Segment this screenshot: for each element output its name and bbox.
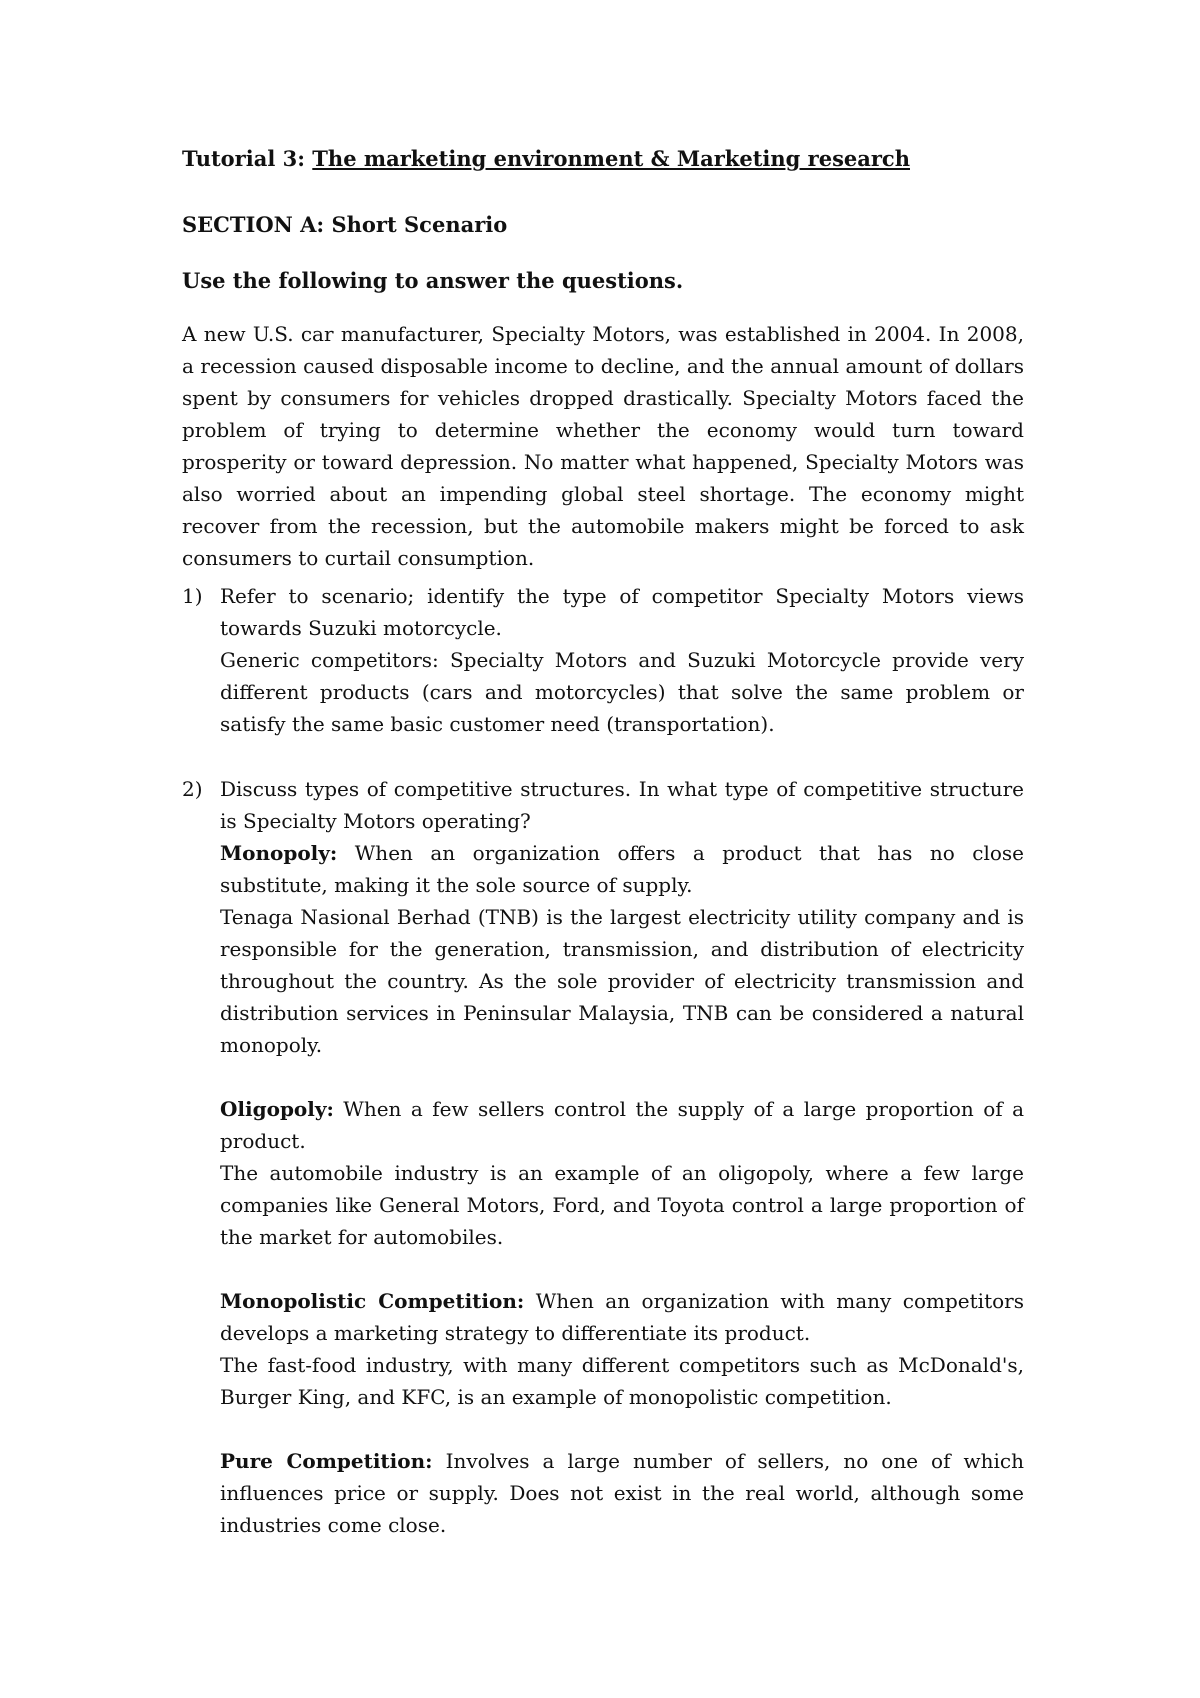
question-1-answer: Generic competitors: Specialty Motors and Suzuki Motorcycle provide very different products (cars and motorcycles) that solve the same problem or satisfy the same basic customer need (transportation). bbox=[220, 648, 1024, 736]
structure-example: The automobile industry is an example of an oligopoly, where a few large companies like General Motors, Ford, and Toyota control a large proportion of the market for automobiles. bbox=[220, 1161, 1024, 1249]
instruction-text: Use the following to answer the questions. bbox=[182, 268, 684, 293]
structure-monopoly bbox=[220, 837, 1024, 901]
question-2-text: Discuss types of competitive structures. In what type of competitive structure is Specialty Motors operating? bbox=[220, 777, 1024, 833]
question-1-text: Refer to scenario; identify the type of competitor Specialty Motors views towards Suzuki motorcycle. bbox=[220, 584, 1024, 640]
title-topic: The marketing environment & Marketing research bbox=[312, 146, 910, 171]
structure-oligopoly bbox=[220, 1093, 1024, 1157]
tutorial-title bbox=[182, 146, 910, 171]
structure-term: Monopoly: bbox=[220, 841, 338, 865]
structure-term: Monopolistic Competition: bbox=[220, 1289, 525, 1313]
structure-monopolistic-competition bbox=[220, 1285, 1024, 1349]
question-number-1: 1) bbox=[182, 584, 203, 608]
structure-definition: Involves a large number of sellers, no one of which influences price or supply. Does not exist in the real world, although some industries come close. bbox=[220, 1449, 1024, 1537]
question-number-2: 2) bbox=[182, 777, 203, 801]
structure-definition: When a few sellers control the supply of a large proportion of a product. bbox=[220, 1097, 1024, 1153]
structure-definition: When an organization offers a product that has no close substitute, making it the sole source of supply. bbox=[220, 841, 1024, 897]
scenario-paragraph: A new U.S. car manufacturer, Specialty Motors, was established in 2004. In 2008, a recession caused disposable income to decline, and the annual amount of dollars spent by consumers for vehicles dropped drastically. Specialty Motors faced the problem of trying to determine whether the economy would turn toward prosperity or toward depression. No matter what happened, Specialty Motors was also worried about an impending global steel shortage. The economy might recover from the recession, but the automobile makers might be forced to ask consumers to curtail consumption. bbox=[182, 322, 1024, 570]
question-2 bbox=[220, 773, 1024, 1541]
question-1 bbox=[220, 580, 1024, 740]
structure-pure-competition bbox=[220, 1445, 1024, 1541]
structure-example: Tenaga Nasional Berhad (TNB) is the largest electricity utility company and is responsible for the generation, transmission, and distribution of electricity throughout the country. As the sole provider of electricity transmission and distribution services in Peninsular Malaysia, TNB can be considered a natural monopoly. bbox=[220, 905, 1024, 1057]
structure-term: Oligopoly: bbox=[220, 1097, 334, 1121]
structure-term: Pure Competition: bbox=[220, 1449, 433, 1473]
structure-definition: When an organization with many competitors develops a marketing strategy to differentiate its product. bbox=[220, 1289, 1024, 1345]
section-heading: SECTION A: Short Scenario bbox=[182, 212, 508, 237]
title-prefix: Tutorial 3: bbox=[182, 146, 313, 171]
structure-example: The fast-food industry, with many different competitors such as McDonald's, Burger King, and KFC, is an example of monopolistic competition. bbox=[220, 1353, 1024, 1409]
